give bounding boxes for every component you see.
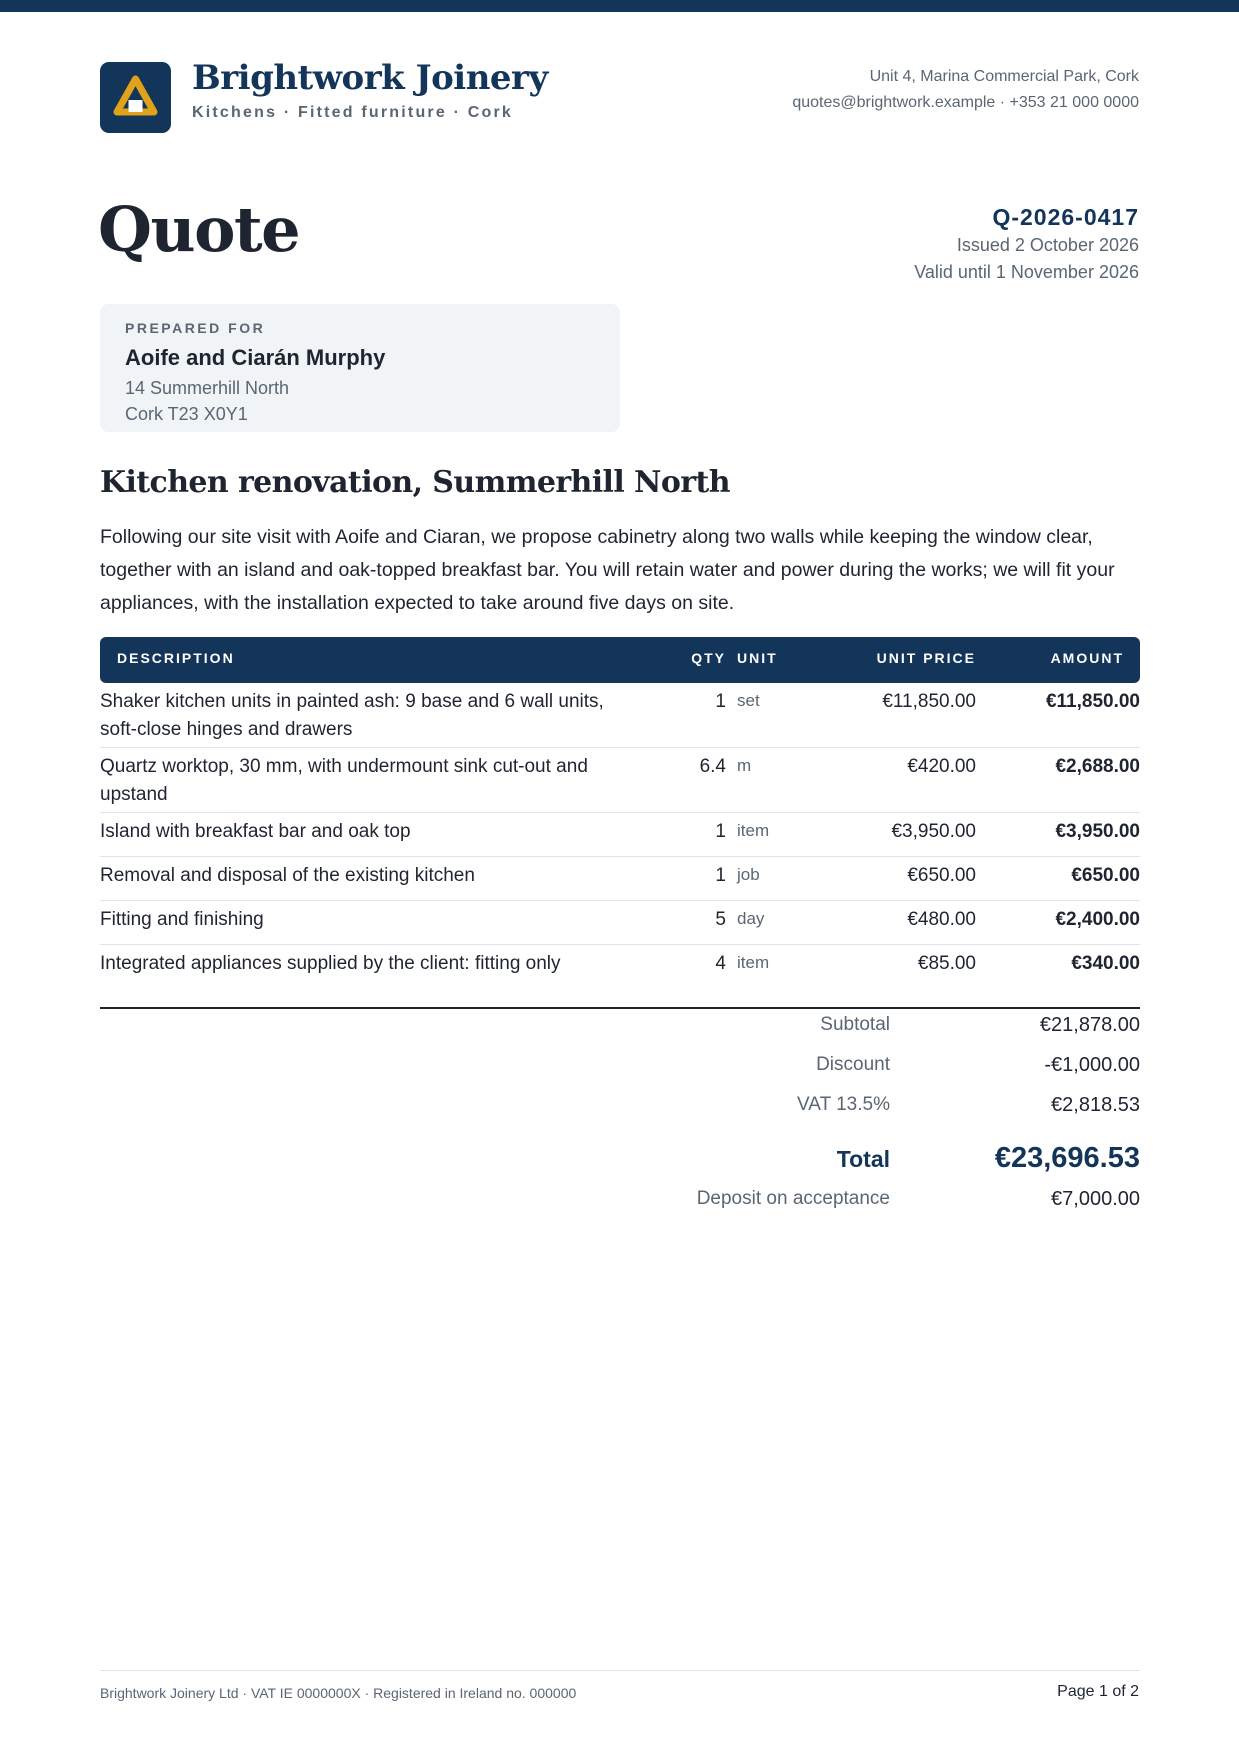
row-unit-price: €3,950.00	[891, 821, 976, 842]
line-items-table	[100, 637, 1140, 988]
company-tagline: Kitchens · Fitted furniture · Cork	[192, 104, 514, 121]
row-qty: 1	[715, 821, 726, 842]
subtotal-value: €21,878.00	[1039, 1014, 1140, 1036]
total-row	[600, 1130, 1140, 1184]
triangle-house-icon	[100, 62, 171, 133]
row-amount: €11,850.00	[1045, 691, 1140, 712]
quote-number: Q-2026-0417	[992, 204, 1139, 230]
row-unit-price: €650.00	[907, 865, 976, 886]
totals-divider	[100, 1007, 1140, 1009]
totals-block	[600, 1010, 1140, 1224]
row-amount: €650.00	[1071, 865, 1140, 886]
table-row	[100, 813, 1140, 857]
row-amount: €340.00	[1071, 953, 1140, 974]
row-description: Quartz worktop, 30 mm, with undermount sink cut-out and upstand	[100, 756, 588, 805]
row-amount: €2,400.00	[1055, 909, 1140, 930]
row-unit: m	[737, 756, 752, 775]
row-qty: 1	[715, 691, 726, 712]
client-box	[100, 304, 620, 432]
client-name: Aoife and Ciarán Murphy	[125, 345, 386, 370]
total-label: Total	[836, 1146, 890, 1172]
client-label: PREPARED FOR	[125, 320, 266, 336]
discount-value: -€1,000.00	[1044, 1054, 1140, 1076]
table-header	[100, 637, 1140, 683]
row-unit: set	[737, 691, 760, 710]
row-description: Island with breakfast bar and oak top	[100, 821, 411, 842]
project-title: Kitchen renovation, Summerhill North	[100, 465, 730, 500]
row-unit: item	[737, 821, 770, 840]
deposit-row	[600, 1184, 1140, 1224]
company-logo	[100, 62, 171, 133]
table-row	[100, 901, 1140, 945]
company-name: Brightwork Joinery	[192, 58, 548, 98]
header-qty: QTY	[691, 650, 726, 666]
project-description: Following our site visit with Aoife and Ciaran, we propose cabinetry along two walls while keeping the window clear, together with an island and oak-topped breakfast bar. You will retain water and power during the works; we will fit your appliances, with the installation expected to take around five days on site.	[100, 526, 1115, 614]
row-unit: item	[737, 953, 770, 972]
row-description: Shaker kitchen units in painted ash: 9 base and 6 wall units, soft-close hinges and drawers	[100, 691, 604, 740]
client-address-line2: Cork T23 X0Y1	[125, 404, 248, 424]
row-unit: job	[737, 865, 760, 884]
row-unit-price: €85.00	[917, 953, 976, 974]
top-accent-bar	[0, 0, 1239, 12]
deposit-value: €7,000.00	[1051, 1188, 1140, 1210]
total-value: €23,696.53	[994, 1142, 1140, 1174]
header-amount: AMOUNT	[1050, 650, 1124, 666]
subtotal-label: Subtotal	[820, 1014, 890, 1035]
row-qty: 5	[715, 909, 726, 930]
row-unit-price: €480.00	[907, 909, 976, 930]
row-description: Removal and disposal of the existing kitchen	[100, 865, 475, 886]
footer-legal: Brightwork Joinery Ltd · VAT IE 0000000X · Registered in Ireland no. 000000	[100, 1685, 577, 1701]
row-qty: 4	[715, 953, 726, 974]
row-amount: €2,688.00	[1055, 756, 1140, 777]
client-address-line1: 14 Summerhill North	[125, 378, 290, 398]
vat-label: VAT 13.5%	[797, 1094, 890, 1115]
subtotal-row	[600, 1010, 1140, 1050]
quote-meta	[914, 202, 1139, 286]
table-row	[100, 748, 1140, 813]
row-qty: 6.4	[699, 756, 726, 777]
vat-value: €2,818.53	[1051, 1094, 1140, 1116]
page-number: Page 1 of 2	[1057, 1683, 1139, 1700]
table-row	[100, 683, 1140, 748]
row-qty: 1	[715, 865, 726, 886]
quote-issued-date: Issued 2 October 2026	[956, 235, 1139, 255]
discount-row	[600, 1050, 1140, 1090]
row-unit: day	[737, 909, 765, 928]
discount-label: Discount	[816, 1054, 890, 1075]
deposit-label: Deposit on acceptance	[696, 1188, 890, 1209]
footer-divider	[100, 1670, 1140, 1671]
row-description: Integrated appliances supplied by the client: fitting only	[100, 953, 561, 974]
header-unit-price: UNIT PRICE	[876, 650, 976, 666]
vat-row	[600, 1090, 1140, 1130]
quote-valid-until: Valid until 1 November 2026	[914, 262, 1139, 282]
row-description: Fitting and finishing	[100, 909, 264, 930]
header-unit: UNIT	[737, 650, 778, 666]
company-contact-block	[792, 64, 1139, 116]
row-amount: €3,950.00	[1055, 821, 1140, 842]
table-row	[100, 857, 1140, 901]
company-address: Unit 4, Marina Commercial Park, Cork	[869, 68, 1139, 85]
company-contact: quotes@brightwork.example · +353 21 000 0000	[792, 94, 1139, 111]
row-unit-price: €420.00	[907, 756, 976, 777]
document-title: Quote	[98, 193, 300, 266]
header-description: DESCRIPTION	[117, 650, 235, 666]
table-row	[100, 945, 1140, 988]
row-unit-price: €11,850.00	[882, 691, 976, 712]
